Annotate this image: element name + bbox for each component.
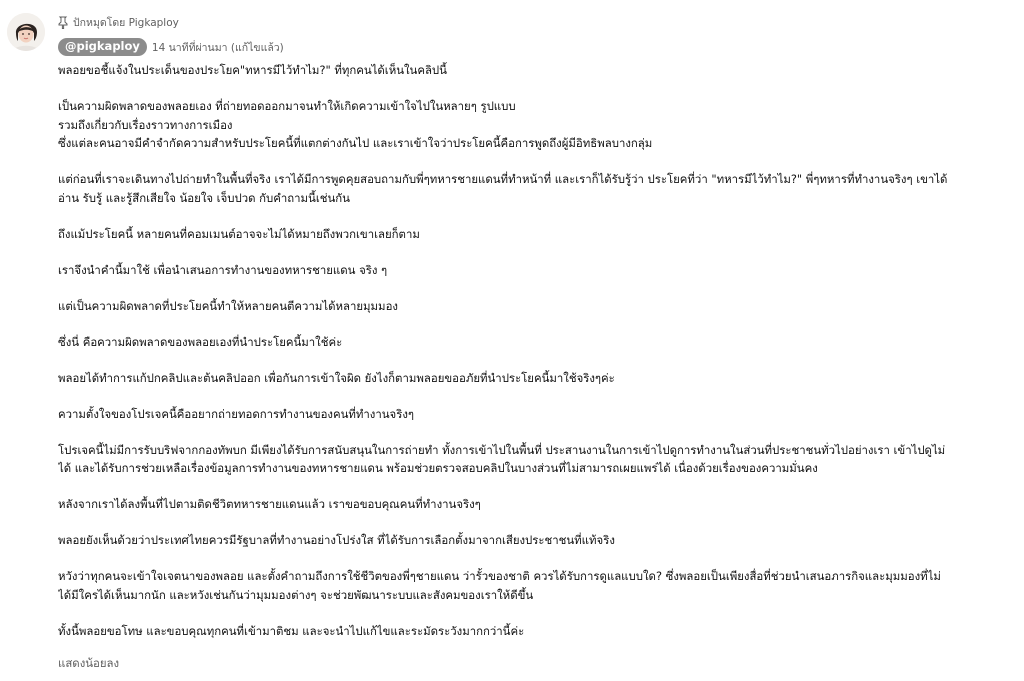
comment-line: ได้มีใครได้เห็นมากนัก และหวังเช่นกันว่ามุมมองต่างๆ จะช่วยพัฒนาระบบและสังคมของเราให้ดีขึ้น	[58, 587, 534, 602]
paragraph-gap	[58, 604, 1014, 622]
paragraph-gap	[58, 351, 1014, 369]
pinned-label: ปักหมุดโดย Pigkaploy	[73, 16, 179, 29]
comment-line: ซึ่งแต่ละคนอาจมีคำจำกัดความสำหรับประโยคนี้ที่แตกต่างกันไป และเราเข้าใจว่าประโยคนี้คือการพูดถึงผู้มีอิทธิพลบางกลุ่ม	[58, 136, 653, 150]
comment-line: ทั้งนี้พลอยขอโทษ และขอบคุณทุกคนที่เข้ามาติชม และจะนำไปแก้ไขและระมัดระวังมากกว่านี้ค่ะ	[58, 623, 525, 638]
paragraph-gap	[58, 279, 1014, 297]
comment-line: พลอยยังเห็นด้วยว่าประเทศไทยควรมีรัฐบาลที่ทำงานอย่างโปร่งใส ที่ได้รับการเลือกตั้งมาจากเสียงประชาชนที่แท้จริง	[58, 533, 615, 547]
show-less-button[interactable]: แสดงน้อยลง	[58, 656, 120, 670]
comment-line: แต่ก่อนที่เราจะเดินทางไปถ่ายทำในพื้นที่จริง เราได้มีการพูดคุยสอบถามกับพี่ๆทหารชายแดนที่ทำหน้าที่ และเราก็ได้รับรู้ว่า ประโยคที่ว่า "ทหารมีไว้ทำไม?" พี่ๆทหารที่ทำงานจริงๆ เขาได้	[58, 172, 948, 186]
comment-line: ถึงแม้ประโยคนี้ หลายคนที่คอมเมนต์อาจจะไม่ได้หมายถึงพวกเขาเลยก็ตาม	[58, 226, 420, 241]
paragraph-gap	[58, 478, 1014, 496]
paragraph-gap	[58, 423, 1014, 441]
paragraph-gap	[58, 207, 1014, 225]
comment-header	[58, 38, 284, 56]
paragraph-gap	[58, 550, 1014, 568]
author-handle[interactable]: @pigkaploy	[58, 38, 147, 56]
comment-timestamp[interactable]: 14 นาทีที่ผ่านมา (แก้ไขแล้ว)	[151, 41, 284, 54]
comment-line: ความตั้งใจของโปรเจคนี้คืออยากถ่ายทอดการทำงานของคนที่ทำงานจริงๆ	[58, 406, 415, 421]
paragraph-gap	[58, 243, 1014, 261]
comment-line: ได้ และได้รับการช่วยเหลือเรื่องข้อมูลการทำงานของทหารชายแดน พร้อมช่วยตรวจสอบคลิปในบางส่วนที่ไม่สามารถเผยแพร่ได้ เนื่องด้วยเรื่องของความมั่นคง	[58, 461, 818, 475]
comment-line: เราจึงนำคำนี้มาใช้ เพื่อนำเสนอการทำงานของทหารชายแดน จริง ๆ	[58, 262, 388, 277]
comment-line: หวังว่าทุกคนจะเข้าใจเจตนาของพลอย และตั้งคำถามถึงการใช้ชีวิตของพี่ๆชายแดน ว่ารั้วของชาติ ควรได้รับการดูแลแบบใด? ซึ่งพลอยเป็นเพียงสื่อที่ช่วยนำเสนอภารกิจและมุมมองที่ไม่	[58, 569, 941, 583]
comment-line: โปรเจคนี้ไม่มีการรับบริฟจากกองทัพบก มีเพียงได้รับการสนับสนุนในการถ่ายทำ ทั้งการเข้าไปในพื้นที่ ประสานงานในการเข้าไปดูการทำงานในส่วนที่ประชาชนทั่วไปอย่างเรา เข้าไปดูไม่	[58, 442, 946, 457]
comment-line: แต่เป็นความผิดพลาดที่ประโยคนี้ทำให้หลายคนตีความได้หลายมุมมอง	[58, 298, 398, 313]
comment-text	[58, 61, 1014, 640]
comment-line: พลอยขอชี้แจ้งในประเด็นของประโยค"ทหารมีไว้ทำไม?" ที่ทุกคนได้เห็นในคลิปนี้	[58, 63, 447, 77]
paragraph-gap	[58, 80, 1014, 98]
comment-line: อ่าน รับรู้ และรู้สึกเสียใจ น้อยใจ เจ็บปวด กับคำถามนี้เช่นกัน	[58, 190, 350, 205]
pin-icon	[58, 16, 68, 29]
comment-line: รวมถึงเกี่ยวกับเรื่องราวทางการเมือง	[58, 117, 233, 132]
paragraph-gap	[58, 315, 1014, 333]
comment-line: เป็นความผิดพลาดของพลอยเอง ที่ถ่ายทอดออกมาจนทำให้เกิดความเข้าใจไปในหลายๆ รูปแบบ	[58, 99, 516, 113]
pinned-indicator	[58, 14, 179, 30]
comment-line: หลังจากเราได้ลงพื้นที่ไปตามติดชีวิตทหารชายแดนแล้ว เราขอขอบคุณคนที่ทำงานจริงๆ	[58, 497, 481, 511]
paragraph-gap	[58, 387, 1014, 405]
avatar[interactable]	[7, 13, 45, 51]
comment-line: ซึ่งนี่ คือความผิดพลาดของพลอยเองที่นำประโยคนี้มาใช้ค่ะ	[58, 334, 343, 349]
comment-line: พลอยได้ทำการแก้ปกคลิปและต้นคลิปออก เพื่อกันการเข้าใจผิด ยังไงก็ตามพลอยขออภัยที่นำประโยคนี้มาใช้จริงๆค่ะ	[58, 370, 615, 385]
paragraph-gap	[58, 514, 1014, 532]
paragraph-gap	[58, 153, 1014, 171]
